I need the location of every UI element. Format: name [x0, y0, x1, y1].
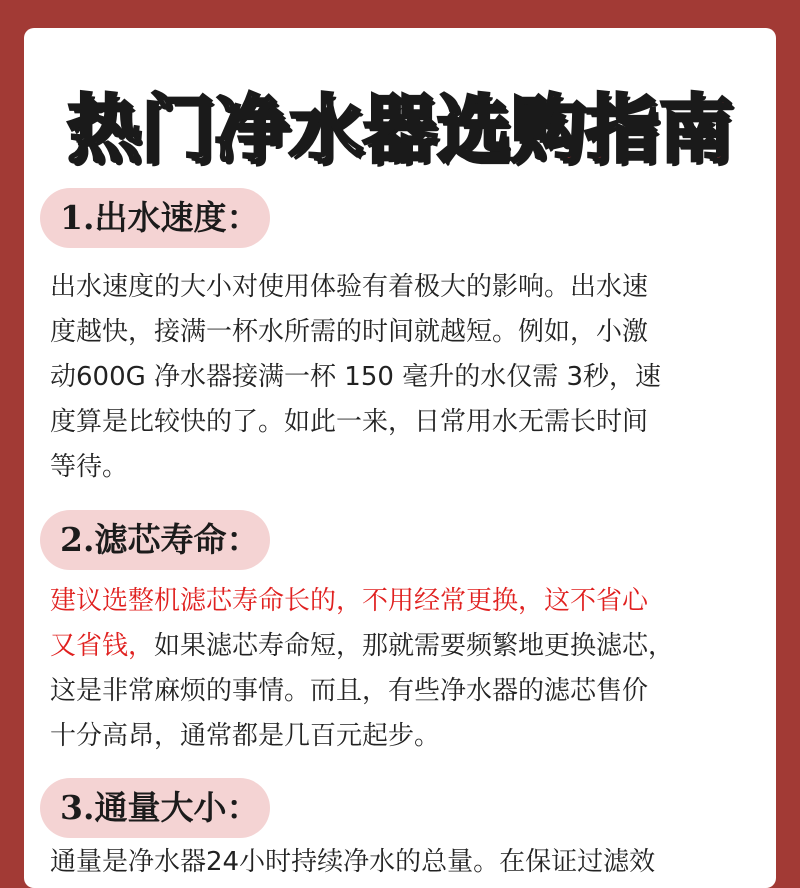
body-line-highlight: 建议选整机滤芯寿命长的，不用经常更换，这不省心: [50, 586, 649, 616]
content-card: [24, 28, 776, 888]
section-heading-1: 1.出水速度：: [40, 188, 270, 248]
section-heading-3: 3.通量大小：: [40, 778, 270, 838]
body-line: 这是非常麻烦的事情。而且，有些净水器的滤芯售价: [50, 676, 649, 706]
body-line: 十分高昂，通常都是几百元起步。: [50, 721, 441, 751]
body-line: 通量是净水器24小时持续净水的总量。在保证过滤效: [50, 847, 656, 877]
body-line: 度越快，接满一杯水所需的时间就越短。例如，小激: [50, 317, 649, 347]
section-body-2: [50, 579, 770, 759]
title-part-1: 热门净水器: [67, 87, 437, 173]
body-text: 如果滤芯寿命短，那就需要频繁地更换滤芯，: [154, 631, 675, 661]
section-heading-2: 2.滤芯寿命：: [40, 510, 270, 570]
section-body-3: [50, 840, 770, 885]
body-line: 等待。: [50, 452, 129, 482]
body-line: 出水速度的大小对使用体验有着极大的影响。出水速: [50, 272, 649, 302]
body-line: 度算是比较快的了。如此一来，日常用水无需长时间: [50, 407, 649, 437]
body-line: 动600G 净水器接满一杯 150 毫升的水仅需 3秒，速: [50, 362, 662, 392]
body-highlight: 又省钱，: [50, 631, 155, 661]
section-body-1: [50, 265, 770, 490]
body-line: [50, 624, 770, 669]
page-title: [24, 80, 776, 180]
title-part-2: 选购指南: [437, 87, 733, 173]
